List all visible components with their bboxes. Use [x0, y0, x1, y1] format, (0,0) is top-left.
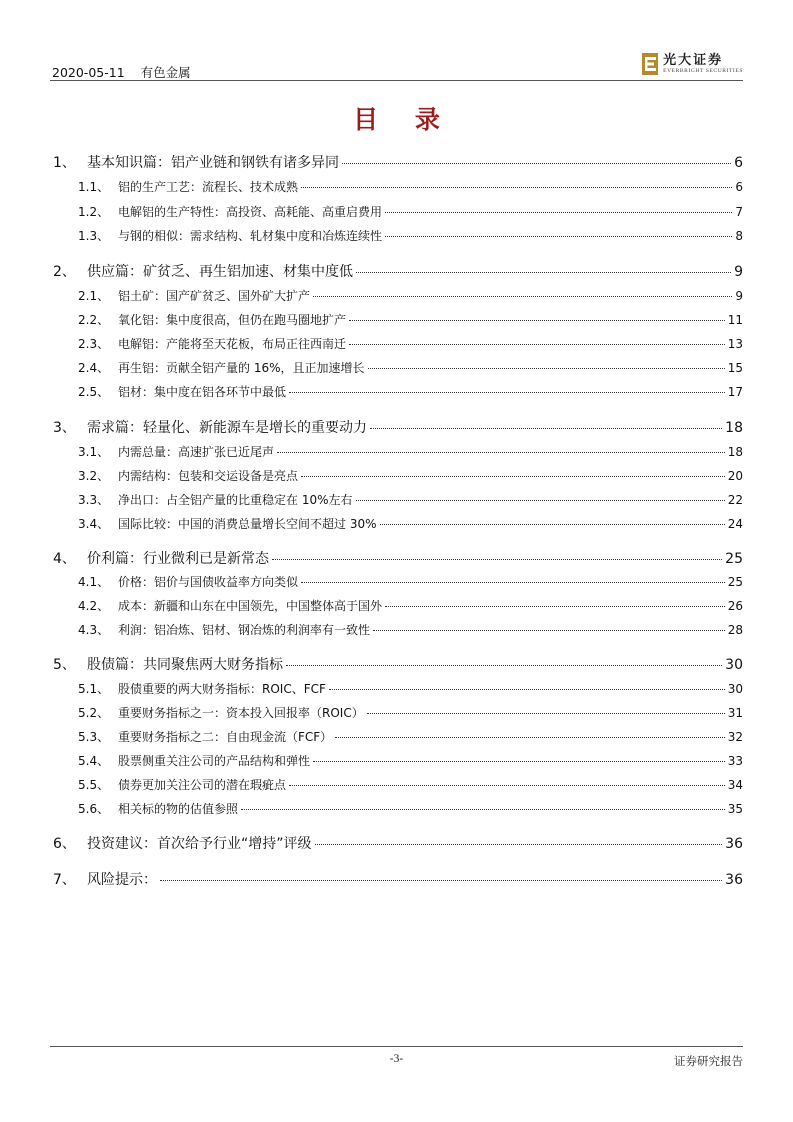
toc-leader-dots: [277, 452, 725, 453]
toc-entry-page: 25: [725, 551, 743, 567]
header-info: [52, 63, 203, 81]
toc-entry-number: 5.2、: [78, 706, 110, 720]
toc-leader-dots: [335, 737, 725, 738]
toc-chapter-entry[interactable]: [50, 548, 743, 568]
toc-entry-title: 铝的生产工艺：流程长、技术成熟: [118, 180, 299, 194]
toc-entry-page: 8: [735, 229, 743, 243]
toc-entry-page: 18: [727, 445, 743, 459]
toc-entry-number: 4、: [53, 551, 76, 567]
toc-entry-number: 3.1、: [78, 445, 110, 459]
toc-entry-title: 股票侧重关注公司的产品结构和弹性: [118, 754, 311, 768]
toc-chapter-entry[interactable]: [50, 654, 743, 674]
toc-leader-dots: [370, 428, 722, 429]
toc-entry-page: 24: [727, 517, 743, 531]
toc-entry-title: 再生铝：贡献全铝产量的 16%，且正加速增长: [118, 361, 365, 375]
toc-entry-title: 供应篇：矿贫乏、再生铝加速、材集中度低: [87, 264, 353, 280]
toc-leader-dots: [301, 187, 732, 188]
footer-divider: [50, 1046, 743, 1047]
toc-title: 目 录: [353, 105, 454, 134]
toc-section-entry[interactable]: [50, 680, 743, 700]
toc-entry-page: 30: [727, 682, 743, 696]
toc-entry-title: 铝材：集中度在铝各环节中最低: [118, 385, 287, 399]
toc-entry-page: 34: [727, 778, 743, 792]
toc-entry-title: 电解铝的生产特性：高投资、高耗能、高重启费用: [118, 205, 383, 219]
toc-entry-page: 25: [727, 575, 743, 589]
toc-entry-title: 股债篇：共同聚焦两大财务指标: [87, 657, 283, 673]
toc-entry-page: 33: [727, 754, 743, 768]
industry-name: 有色金属: [140, 65, 191, 80]
toc-entry-number: 4.2、: [78, 599, 110, 613]
toc-section-entry[interactable]: [50, 443, 743, 463]
toc-section-entry[interactable]: [50, 335, 743, 355]
toc-section-entry[interactable]: [50, 287, 743, 307]
toc-entry-title: 铝土矿：国产矿贫乏、国外矿大扩产: [118, 289, 311, 303]
logo-text-cn: 光大证券: [663, 53, 724, 68]
toc-entry-number: 4.1、: [78, 575, 110, 589]
toc-entry-number: 3.4、: [78, 517, 110, 531]
page-header: [50, 50, 743, 82]
toc-section-entry[interactable]: [50, 467, 743, 487]
toc-section-entry[interactable]: [50, 515, 743, 535]
toc-leader-dots: [380, 524, 725, 525]
toc-entry-number: 1.1、: [78, 180, 110, 194]
toc-entry-page: 26: [727, 599, 743, 613]
toc-entry-number: 2、: [53, 264, 76, 280]
logo-text-en: EVERBRIGHT SECURITIES: [663, 68, 743, 74]
toc-leader-dots: [315, 844, 723, 845]
toc-entry-page: 36: [725, 872, 743, 888]
toc-entry-page: 31: [727, 706, 743, 720]
toc-leader-dots: [356, 272, 731, 273]
toc-entry-page: 6: [735, 180, 743, 194]
toc-entry-title: 国际比较：中国的消费总量增长空间不超过 30%: [118, 517, 377, 531]
toc-entry-title: 内需结构：包装和交运设备是亮点: [118, 469, 299, 483]
toc-leader-dots: [329, 689, 725, 690]
toc-entry-number: 2.4、: [78, 361, 110, 375]
toc-leader-dots: [349, 320, 725, 321]
toc-section-entry[interactable]: [50, 178, 743, 198]
toc-entry-page: 17: [727, 385, 743, 399]
toc-entry-number: 5、: [53, 657, 76, 673]
toc-entry-number: 5.1、: [78, 682, 110, 696]
toc-entry-title: 风险提示：: [87, 872, 157, 888]
toc-leader-dots: [385, 606, 725, 607]
toc-entry-number: 3.3、: [78, 493, 110, 507]
toc-section-entry[interactable]: [50, 383, 743, 403]
toc-leader-dots: [241, 809, 725, 810]
toc-entry-number: 5.4、: [78, 754, 110, 768]
toc-section-entry[interactable]: [50, 597, 743, 617]
toc-entry-page: 15: [727, 361, 743, 375]
toc-section-entry[interactable]: [50, 728, 743, 748]
toc-section-entry[interactable]: [50, 621, 743, 641]
toc-entry-title: 价利篇：行业微利已是新常态: [87, 551, 269, 567]
toc-section-entry[interactable]: [50, 203, 743, 223]
toc-entry-page: 7: [735, 205, 743, 219]
toc-entry-title: 成本：新疆和山东在中国领先，中国整体高于国外: [118, 599, 383, 613]
toc-section-entry[interactable]: [50, 311, 743, 331]
toc-leader-dots: [286, 665, 722, 666]
toc-entry-title: 氧化铝：集中度很高，但仍在跑马圈地扩产: [118, 313, 347, 327]
toc-entry-title: 利润：铝冶炼、铝材、钢冶炼的利润率有一致性: [118, 623, 371, 637]
toc-entry-page: 18: [725, 420, 743, 436]
toc-entry-number: 2.3、: [78, 337, 110, 351]
toc-leader-dots: [356, 500, 725, 501]
toc-entry-title: 基本知识篇：铝产业链和钢铁有诸多异同: [87, 155, 339, 171]
toc-entry-page: 13: [727, 337, 743, 351]
toc-section-entry[interactable]: [50, 491, 743, 511]
toc-leader-dots: [385, 236, 732, 237]
toc-section-entry[interactable]: [50, 227, 743, 247]
toc-entry-page: 22: [727, 493, 743, 507]
toc-entry-number: 3.2、: [78, 469, 110, 483]
toc-section-entry[interactable]: [50, 800, 743, 820]
toc-section-entry[interactable]: [50, 752, 743, 772]
toc-entry-page: 36: [725, 836, 743, 852]
toc-leader-dots: [385, 212, 732, 213]
toc-entry-page: 35: [727, 802, 743, 816]
toc-chapter-entry[interactable]: [50, 261, 743, 281]
toc-entry-title: 相关标的物的估值参照: [118, 802, 239, 816]
toc-chapter-entry[interactable]: [50, 417, 743, 437]
toc-section-entry[interactable]: [50, 573, 743, 593]
toc-section-entry[interactable]: [50, 359, 743, 379]
toc-entry-title: 净出口：占全铝产量的比重稳定在 10%左右: [118, 493, 353, 507]
toc-entry-page: 6: [734, 155, 743, 171]
toc-leader-dots: [368, 368, 725, 369]
toc-entry-number: 6、: [53, 836, 76, 852]
toc-entry-number: 2.2、: [78, 313, 110, 327]
toc-entry-title: 投资建议：首次给予行业“增持”评级: [87, 836, 312, 852]
toc-leader-dots: [289, 785, 725, 786]
toc-entry-page: 30: [725, 657, 743, 673]
toc-leader-dots: [373, 630, 725, 631]
toc-entry-title: 需求篇：轻量化、新能源车是增长的重要动力: [87, 420, 367, 436]
toc-section-entry[interactable]: [50, 776, 743, 796]
toc-entry-page: 28: [727, 623, 743, 637]
toc-entry-page: 9: [735, 289, 743, 303]
toc-entry-title: 电解铝：产能将至天花板，布局正往西南迁: [118, 337, 347, 351]
toc-entry-title: 与钢的相似：需求结构、轧材集中度和冶炼连续性: [118, 229, 383, 243]
toc-entry-page: 32: [727, 730, 743, 744]
toc-entry-page: 11: [727, 313, 743, 327]
toc-entry-page: 9: [734, 264, 743, 280]
toc-entry-number: 3、: [53, 420, 76, 436]
company-logo: [641, 50, 743, 78]
toc-entry-number: 2.1、: [78, 289, 110, 303]
toc-leader-dots: [272, 559, 722, 560]
toc-leader-dots: [349, 344, 725, 345]
toc-entry-page: 20: [727, 469, 743, 483]
toc-entry-title: 股债重要的两大财务指标：ROIC、FCF: [118, 682, 326, 696]
toc-entry-title: 内需总量：高速扩张已近尾声: [118, 445, 275, 459]
toc-leader-dots: [289, 392, 725, 393]
toc-leader-dots: [367, 713, 725, 714]
header-divider: [50, 80, 743, 81]
toc-chapter-entry[interactable]: [50, 833, 743, 853]
toc-leader-dots: [342, 163, 731, 164]
toc-entry-number: 2.5、: [78, 385, 110, 399]
page-number: -3-: [389, 1053, 404, 1065]
toc-entry-number: 5.6、: [78, 802, 110, 816]
toc-leader-dots: [160, 880, 722, 881]
toc-entry-number: 4.3、: [78, 623, 110, 637]
toc-entry-number: 5.5、: [78, 778, 110, 792]
toc-entry-number: 7、: [53, 872, 76, 888]
toc-chapter-entry[interactable]: [50, 152, 743, 172]
toc-leader-dots: [301, 476, 725, 477]
toc-entry-title: 重要财务指标之二：自由现金流（FCF）: [118, 730, 333, 744]
toc-leader-dots: [301, 582, 725, 583]
toc-entry-title: 价格：铝价与国债收益率方向类似: [118, 575, 299, 589]
everbright-logo-icon: [641, 52, 659, 76]
toc-section-entry[interactable]: [50, 704, 743, 724]
report-date: 2020-05-11: [52, 65, 125, 80]
toc-entry-number: 1.3、: [78, 229, 110, 243]
toc-chapter-entry[interactable]: [50, 869, 743, 889]
toc-entry-title: 重要财务指标之一：资本投入回报率（ROIC）: [118, 706, 364, 720]
toc-leader-dots: [313, 761, 725, 762]
toc-entry-number: 1、: [53, 155, 76, 171]
toc-entry-number: 1.2、: [78, 205, 110, 219]
toc-leader-dots: [313, 296, 732, 297]
toc-entry-number: 5.3、: [78, 730, 110, 744]
toc-entry-title: 债券更加关注公司的潜在瑕疵点: [118, 778, 287, 792]
report-type: 证券研究报告: [674, 1054, 743, 1068]
